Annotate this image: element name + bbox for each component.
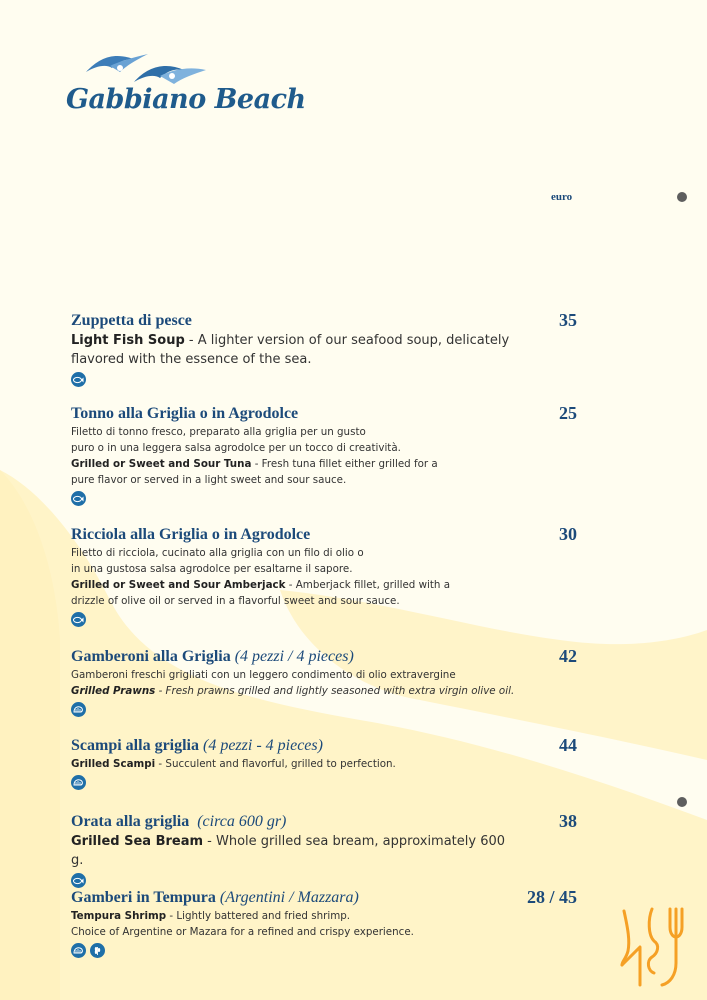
fish-icon bbox=[71, 873, 86, 888]
cutlery-icon bbox=[618, 905, 688, 987]
allergen-icons bbox=[71, 873, 581, 888]
item-title-main: Orata alla griglia bbox=[71, 813, 190, 830]
menu-item-ricciola bbox=[71, 525, 581, 627]
menu-item-gamberoni bbox=[71, 647, 581, 717]
allergen-icons bbox=[71, 702, 581, 717]
fish-icon bbox=[71, 372, 86, 387]
item-title bbox=[71, 736, 581, 756]
currency-label: euro bbox=[551, 191, 573, 203]
allergen-icons bbox=[71, 491, 581, 506]
item-english-name: Grilled Scampi bbox=[71, 758, 156, 770]
item-english-name: Grilled Prawns bbox=[71, 685, 156, 697]
item-english-name: Light Fish Soup bbox=[71, 333, 185, 348]
item-description bbox=[71, 331, 511, 369]
item-title-main: Gamberoni alla Griglia bbox=[71, 648, 231, 665]
allergen-icons bbox=[71, 943, 581, 958]
menu-item-orata bbox=[71, 812, 581, 888]
item-italian-line: puro o in una leggera salsa agrodolce per un tocco di creatività. bbox=[71, 442, 401, 454]
allergen-icons bbox=[71, 775, 581, 790]
item-italian-line: Filetto di ricciola, cucinato alla griglia con un filo di olio o bbox=[71, 547, 364, 559]
item-english-name: Tempura Shrimp bbox=[71, 910, 167, 922]
item-english-name: Grilled or Sweet and Sour Amberjack bbox=[71, 579, 286, 591]
item-description bbox=[71, 545, 581, 609]
shellfish-icon bbox=[71, 702, 86, 717]
item-description bbox=[71, 424, 581, 488]
item-title-main: Gamberi in Tempura bbox=[71, 889, 216, 906]
item-english-line: drizzle of olive oil or served in a flavorful sweet and sour sauce. bbox=[71, 595, 400, 607]
item-price: 44 bbox=[559, 735, 577, 755]
gluten-icon bbox=[90, 943, 105, 958]
item-price: 38 bbox=[559, 811, 577, 831]
item-price: 42 bbox=[559, 646, 577, 666]
item-english-text: - Amberjack fillet, grilled with a bbox=[285, 579, 451, 591]
item-title-sub: (4 pezzi / 4 pieces) bbox=[234, 648, 354, 665]
item-italian-line: in una gustosa salsa agrodolce per esaltarne il sapore. bbox=[71, 563, 353, 575]
item-title-main: Scampi alla griglia bbox=[71, 737, 199, 754]
allergen-icons bbox=[71, 372, 581, 387]
item-description bbox=[71, 667, 581, 699]
fish-icon bbox=[71, 612, 86, 627]
brand-logo bbox=[66, 44, 306, 126]
item-title-sub: (4 pezzi - 4 pieces) bbox=[203, 737, 323, 754]
item-english-text: - Whole grilled sea bream, approximately 600 g. bbox=[71, 834, 506, 868]
item-title: Zuppetta di pesce bbox=[71, 312, 192, 329]
item-price: 35 bbox=[559, 310, 577, 330]
item-english-line: Choice of Argentine or Mazara for a refined and crispy experience. bbox=[71, 926, 414, 938]
item-description bbox=[71, 756, 581, 772]
item-english-text: - Fresh tuna fillet either grilled for a bbox=[251, 458, 438, 470]
allergen-icons bbox=[71, 612, 581, 627]
item-title-sub: (circa 600 gr) bbox=[197, 813, 287, 830]
shellfish-icon bbox=[71, 943, 86, 958]
item-english-text: - Succulent and flavorful, grilled to perfection. bbox=[155, 758, 396, 770]
item-english-text: - Lightly battered and fried shrimp. bbox=[166, 910, 351, 922]
item-italian-line: Filetto di tonno fresco, preparato alla griglia per un gusto bbox=[71, 426, 366, 438]
item-title bbox=[71, 888, 581, 908]
item-title bbox=[71, 812, 581, 832]
item-description bbox=[71, 832, 511, 870]
menu-item-scampi bbox=[71, 736, 581, 790]
fish-icon bbox=[71, 491, 86, 506]
menu-item-tonno bbox=[71, 404, 581, 506]
item-description bbox=[71, 908, 581, 940]
item-title: Tonno alla Griglia o in Agrodolce bbox=[71, 405, 299, 422]
item-price: 25 bbox=[559, 403, 577, 423]
item-price: 30 bbox=[559, 524, 577, 544]
item-english-text: - A lighter version of our seafood soup, delicately flavored with the essence of the sea. bbox=[71, 333, 510, 367]
item-italian-line: Gamberoni freschi grigliati con un leggero condimento di olio extravergine bbox=[71, 669, 456, 681]
item-english-line: pure flavor or served in a light sweet and sour sauce. bbox=[71, 474, 347, 486]
shellfish-icon bbox=[71, 775, 86, 790]
menu-item-tempura bbox=[71, 888, 581, 958]
item-title: Ricciola alla Griglia o in Agrodolce bbox=[71, 526, 311, 543]
item-price: 28 / 45 bbox=[526, 887, 577, 907]
item-english-text: - Fresh prawns grilled and lightly seasoned with extra virgin olive oil. bbox=[155, 685, 515, 697]
bullet-dot bbox=[677, 192, 687, 202]
item-title-sub: (Argentini / Mazzara) bbox=[219, 889, 359, 906]
item-title bbox=[71, 647, 581, 667]
item-english-name: Grilled or Sweet and Sour Tuna bbox=[71, 458, 252, 470]
item-english-name: Grilled Sea Bream bbox=[71, 834, 204, 849]
brand-name: Gabbiano Beach bbox=[66, 84, 306, 115]
menu-item-zuppetta bbox=[71, 311, 581, 387]
bullet-dot bbox=[677, 797, 687, 807]
